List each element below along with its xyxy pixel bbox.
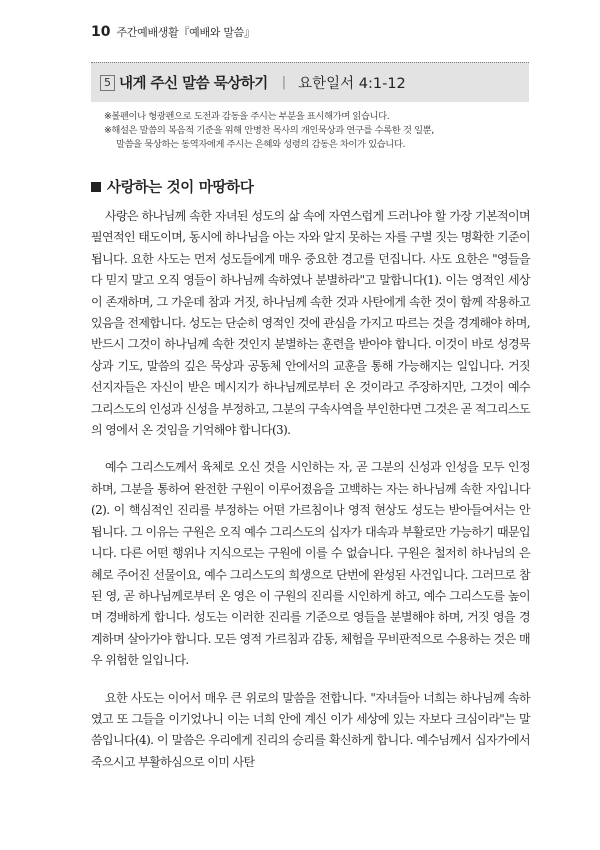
page-number: 10 [91, 24, 111, 40]
title-separator: | [281, 75, 287, 90]
note-line: ※볼펜이나 형광펜으로 도전과 감동을 주시는 부분을 표시해가며 읽습니다. [104, 111, 390, 122]
square-bullet-icon [91, 182, 101, 192]
note-line: ※해설은 말씀의 복음적 기준을 위해 안병찬 목사의 개인묵상과 연구를 수록한 것 일뿐, [104, 125, 434, 136]
scripture-reference: 요한일서 4:1-12 [298, 76, 406, 92]
reading-notes [104, 110, 524, 152]
section-title: 내게 주신 말씀 묵상하기 [119, 76, 268, 92]
paragraph: 요한 사도는 이어서 매우 큰 위로의 말씀을 전합니다. "자녀들아 너희는 하나님께 속하였고 또 그들을 이기었나니 이는 너희 안에 계신 이가 세상에 있는 자보다 크심이라"는 말씀입니다(4). 이 말씀은 우리에게 진리의 승리를 확신하게 합니다. 예수님께서 십자가에서 죽으시고 부활하심으로 이미 사탄 [91, 690, 530, 769]
running-header [91, 24, 255, 40]
paragraph: 예수 그리스도께서 육체로 오신 것을 시인하는 자, 곧 그분의 신성과 인성을 모두 인정하며, 그분을 통하여 완전한 구원이 이루어졌음을 고백하는 자는 하나님께 속한 자입니다(2). 이 핵심적인 진리를 부정하는 어떤 가르침이나 영적 현상도 성도는 받아들여서는 안 됩니다. 그 이유는 구원은 오직 예수 그리스도의 십자가 대속과 부활로만 가능하기 때문입니다. 다른 어떤 행위나 지식으로는 구원에 이를 수 없습니다. 구원은 철저히 하나님의 은혜로 주어진 선물이요, 예수 그리스도의 희생으로 단번에 완성된 사건입니다. 그러므로 참된 영, 곧 하나님께로부터 온 영은 이 구원의 진리를 시인하게 하고, 예수 그리스도를 높이며 경배하게 합니다. 성도는 이러한 진리를 기준으로 영들을 분별해야 하며, 거짓 영을 경계하며 살아가야 합니다. 모든 영적 가르침과 감동, 체험을 무비판적으로 수용하는 것은 매우 위험한 일입니다. [91, 460, 530, 668]
body-text [91, 206, 530, 789]
section-number-badge: 5 [100, 75, 115, 91]
subheading-text: 사랑하는 것이 마땅하다 [107, 180, 254, 196]
note-line: 말씀을 묵상하는 동역자에게 주시는 은혜와 성령의 감동은 차이가 있습니다. [116, 139, 406, 150]
section-title-bar [91, 62, 529, 102]
subheading [91, 176, 254, 197]
publication-title: 주간예배생활『예배와 말씀』 [116, 26, 255, 39]
paragraph: 사랑은 하나님께 속한 자녀된 성도의 삶 속에 자연스럽게 드러나야 할 가장 기본적이며 필연적인 태도이며, 동시에 하나님을 아는 자와 알지 못하는 자를 구별 짓는 명확한 기준이 됩니다. 요한 사도는 먼저 성도들에게 매우 중요한 경고를 던집니다. 사도 요한은 "영들을 다 믿지 말고 오직 영들이 하나님께 속하였나 분별하라"고 말합니다(1). 이는 영적인 세상이 존재하며, 그 가운데 참과 거짓, 하나님께 속한 것과 사탄에게 속한 것이 함께 작용하고 있음을 전제합니다. 성도는 단순히 영적인 것에 관심을 가지고 따르는 것을 경계해야 하며, 반드시 그것이 하나님께 속한 것인지 분별하는 훈련을 받아야 합니다. 이것이 바로 성경묵상과 기도, 말씀의 깊은 묵상과 공동체 안에서의 교훈을 통해 가능해지는 일입니다. 거짓 선지자들은 자신이 받은 메시지가 하나님께로부터 온 것이라고 주장하지만, 그것이 예수 그리스도의 인성과 신성을 부정하고, 그분의 구속사역을 부인한다면 그것은 곧 적그리스도의 영에서 온 것임을 기억해야 합니다(3). [91, 209, 530, 438]
